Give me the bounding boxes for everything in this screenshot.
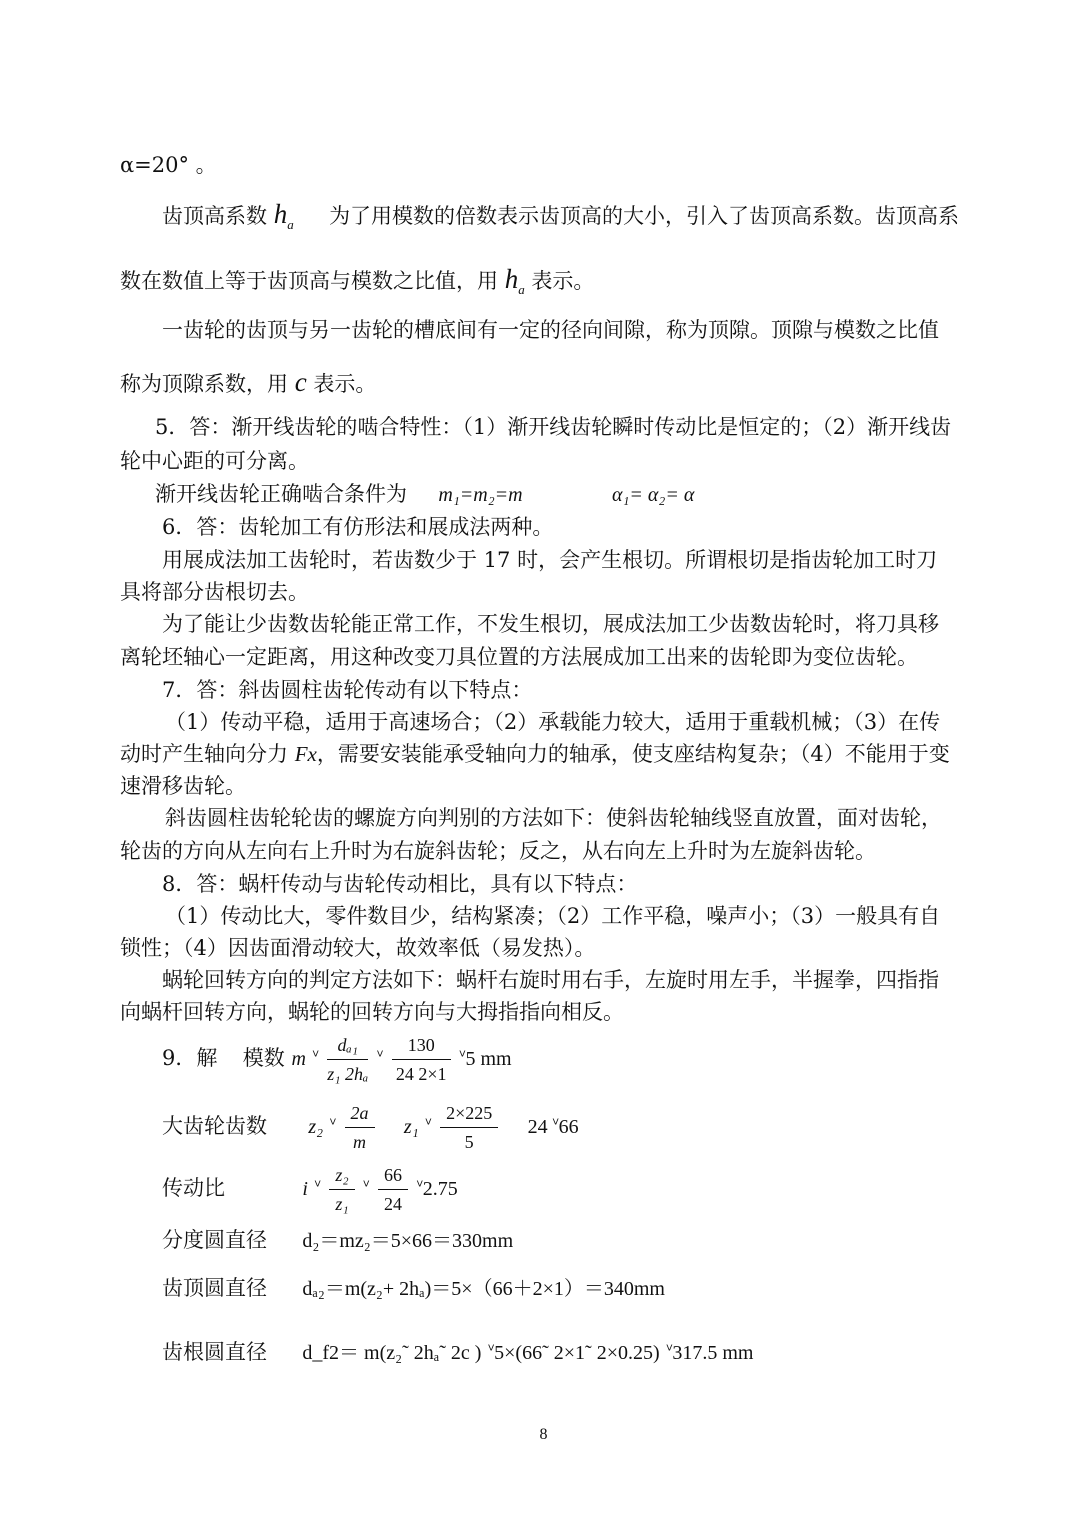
formula-module: 9．解 模数 m ⱽ $\frac{\text{dₐ₁}}{\text{z₁ 2hₐ}}$ ⱽ $\frac{130}{24 2\times 1}$ ⱽ5 mm [0, 1028, 512, 1091]
answer-7-features-3: 速滑移齿轮。 [120, 774, 246, 798]
alpha-line: α=20° 。 [120, 153, 217, 177]
clearance-line: 一齿轮的齿顶与另一齿轮的槽底间有一定的径向间隙，称为顶隙。顶隙与模数之比值 [162, 318, 939, 342]
answer-7-features-2: 动时产生轴向分力 Fx，需要安装能承受轴向力的轴承，使支座结构复杂；（4）不能用于变 [120, 742, 950, 766]
answer-6: 6．答：齿轮加工有仿形法和展成法两种。 [162, 515, 554, 539]
formula-root-diameter: 齿根圆直径 d_f2＝ m(z₂˜ 2hₐ˜ 2c ) ⱽ5×(66˜ 2×1˜ 2×0.25) ⱽ317.5 mm [162, 1340, 754, 1364]
answer-8-features-2: 锁性；（4）因齿面滑动较大，故效率低（易发热）。 [120, 936, 596, 960]
clearance-line-2: 称为顶隙系数，用 c 表示。 [120, 367, 377, 397]
page-number: 8 [539, 1426, 548, 1443]
answer-5: 5．答：渐开线齿轮的啮合特性：（1）渐开线齿轮瞬时传动比是恒定的；（2）渐开线齿 [155, 415, 952, 439]
addendum-coef-line: 齿顶高系数 $h_a$ 为了用模数的倍数表示齿顶高的大小，引入了齿顶高系数。齿顶高系 [162, 199, 960, 232]
answer-6-p1-cont: 具将部分齿根切去。 [120, 580, 309, 604]
answer-5-cont: 轮中心距的可分离。 [120, 449, 309, 473]
formula-ratio: 传动比 i ⱽ $\frac{\text{z₂}}{\text{z₁}}$ ⱽ $\frac{66}{24}$ ⱽ2.75 [0, 1158, 458, 1221]
fraction-module-2: $\frac{130}{24 2\times 1}$ [392, 1031, 451, 1088]
answer-6-p2-cont: 离轮坯轴心一定距离，用这种改变刀具位置的方法展成加工出来的齿轮即为变位齿轮。 [120, 645, 918, 669]
fraction-teeth-1: $\frac{2a}{m}$ [345, 1099, 375, 1156]
formula-teeth-count: 大齿轮齿数 z₂ ⱽ $\frac{2a}{m}$ z₁ ⱽ $\frac{2\times 225}{5}$ 24 ⱽ66 [0, 1096, 579, 1159]
answer-6-p2: 为了能让少齿数齿轮能正常工作，不发生根切，展成法加工少齿数齿轮时，将刀具移 [162, 612, 939, 636]
formula-pitch-diameter: 分度圆直径 d₂＝mz₂＝5×66＝330mm [162, 1228, 514, 1252]
fraction-ratio-1: $\frac{\text{z₂}}{\text{z₁}}$ [329, 1161, 354, 1218]
meshing-condition: 渐开线齿轮正确啮合条件为 m₁=m₂=m α₁= α₂= α [155, 482, 695, 506]
answer-6-p1: 用展成法加工齿轮时，若齿数少于 17 时，会产生根切。所谓根切是指齿轮加工时刀 [162, 548, 938, 572]
answer-7-features: （1）传动平稳，适用于高速场合；（2）承载能力较大，适用于重载机械；（3）在传 [165, 710, 941, 734]
fraction-ratio-2: $\frac{66}{24}$ [378, 1161, 408, 1218]
answer-7-helix-2: 轮齿的方向从左向右上升时为右旋斜齿轮；反之，从右向左上升时为左旋斜齿轮。 [120, 839, 876, 863]
answer-8-features: （1）传动比大，零件数目少，结构紧凑；（2）工作平稳，噪声小；（3）一般具有自 [165, 904, 941, 928]
answer-7: 7．答：斜齿圆柱齿轮传动有以下特点： [162, 678, 533, 702]
answer-8-rotation: 蜗轮回转方向的判定方法如下：蜗杆右旋时用右手，左旋时用左手，半握拳，四指指 [162, 968, 939, 992]
formula-tip-diameter: 齿顶圆直径 dₐ₂＝m(z₂+ 2hₐ)＝5×（66＋2×1）＝340mm [162, 1276, 665, 1300]
fraction-module-1: $\frac{\text{dₐ₁}}{\text{z₁ 2hₐ}}$ [327, 1031, 368, 1088]
answer-8: 8．答：蜗杆传动与齿轮传动相比，具有以下特点： [162, 872, 638, 896]
answer-8-rotation-2: 向蜗杆回转方向，蜗轮的回转方向与大拇指指向相反。 [120, 1000, 624, 1024]
answer-7-helix: 斜齿圆柱齿轮轮齿的螺旋方向判别的方法如下：使斜齿轮轴线竖直放置，面对齿轮， [165, 806, 942, 830]
addendum-coef-line-2: 数在数值上等于齿顶高与模数之比值，用 $h_a$ 表示。 [120, 264, 595, 297]
fraction-teeth-2: $\frac{2\times 225}{5}$ [440, 1099, 498, 1156]
